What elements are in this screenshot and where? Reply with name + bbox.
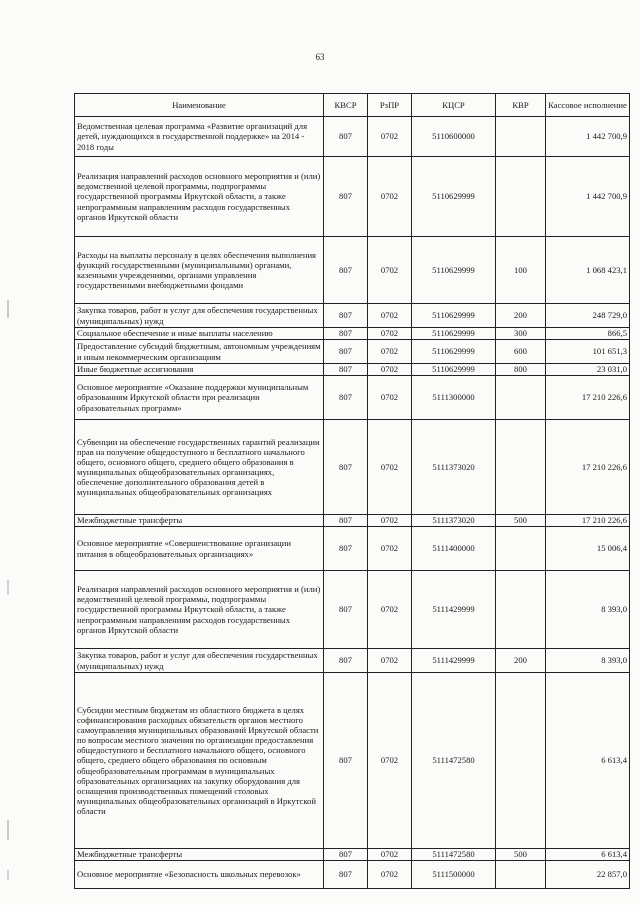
cell-kvsr: 807 bbox=[324, 304, 368, 328]
table-row bbox=[75, 376, 630, 420]
table-row bbox=[75, 340, 630, 364]
cell-kcsr: 5111472580 bbox=[412, 849, 496, 861]
cell-name: Основное мероприятие «Оказание поддержки муниципальным образованиям Иркутской области при реализации образовательных программ» bbox=[75, 376, 324, 420]
cell-kvr bbox=[496, 673, 546, 849]
table-row bbox=[75, 571, 630, 649]
cell-amount: 17 210 226,6 bbox=[546, 420, 630, 515]
header-kvr: КВР bbox=[496, 94, 546, 117]
cell-amount: 1 068 423,1 bbox=[546, 237, 630, 304]
cell-name: Основное мероприятие «Совершенствование организации питания в общеобразовательных организациях» bbox=[75, 527, 324, 571]
cell-kcsr: 5111373020 bbox=[412, 515, 496, 527]
cell-kcsr: 5111429999 bbox=[412, 649, 496, 673]
table-row bbox=[75, 849, 630, 861]
cell-kcsr: 5111500000 bbox=[412, 861, 496, 889]
cell-kvsr: 807 bbox=[324, 571, 368, 649]
cell-kvsr: 807 bbox=[324, 157, 368, 237]
cell-kcsr: 5110629999 bbox=[412, 157, 496, 237]
cell-kvsr: 807 bbox=[324, 515, 368, 527]
cell-name: Ведомственная целевая программа «Развитие организаций для детей, нуждающихся в государственной поддержке» на 2014 - 2018 годы bbox=[75, 117, 324, 157]
cell-kvsr: 807 bbox=[324, 527, 368, 571]
cell-amount: 6 613,4 bbox=[546, 849, 630, 861]
budget-table bbox=[74, 93, 630, 889]
cell-kvsr: 807 bbox=[324, 364, 368, 376]
cell-kvsr: 807 bbox=[324, 649, 368, 673]
cell-kvsr: 807 bbox=[324, 237, 368, 304]
header-name: Наименование bbox=[75, 94, 324, 117]
cell-name: Социальное обеспечение и иные выплаты населению bbox=[75, 328, 324, 340]
cell-name: Межбюджетные трансферты bbox=[75, 515, 324, 527]
cell-kvr: 600 bbox=[496, 340, 546, 364]
cell-rzpr: 0702 bbox=[368, 849, 412, 861]
cell-kvsr: 807 bbox=[324, 117, 368, 157]
table-row bbox=[75, 420, 630, 515]
cell-rzpr: 0702 bbox=[368, 527, 412, 571]
cell-kcsr: 5110629999 bbox=[412, 328, 496, 340]
cell-kvsr: 807 bbox=[324, 849, 368, 861]
cell-kvr: 100 bbox=[496, 237, 546, 304]
cell-kvr bbox=[496, 117, 546, 157]
cell-amount: 22 857,0 bbox=[546, 861, 630, 889]
table-body bbox=[75, 117, 630, 889]
cell-rzpr: 0702 bbox=[368, 304, 412, 328]
cell-kvsr: 807 bbox=[324, 420, 368, 515]
table-row bbox=[75, 237, 630, 304]
cell-name: Межбюджетные трансферты bbox=[75, 849, 324, 861]
cell-kvr: 800 bbox=[496, 364, 546, 376]
cell-kcsr: 5110629999 bbox=[412, 340, 496, 364]
cell-rzpr: 0702 bbox=[368, 861, 412, 889]
cell-kcsr: 5110629999 bbox=[412, 237, 496, 304]
cell-kcsr: 5110629999 bbox=[412, 304, 496, 328]
cell-kvr: 200 bbox=[496, 649, 546, 673]
table-row bbox=[75, 328, 630, 340]
table-row bbox=[75, 649, 630, 673]
cell-kvr: 300 bbox=[496, 328, 546, 340]
cell-kcsr: 5111300000 bbox=[412, 376, 496, 420]
cell-amount: 8 393,0 bbox=[546, 571, 630, 649]
cell-amount: 248 729,0 bbox=[546, 304, 630, 328]
cell-rzpr: 0702 bbox=[368, 376, 412, 420]
table-row bbox=[75, 515, 630, 527]
table-header-row bbox=[75, 94, 630, 117]
cell-name: Предоставление субсидий бюджетным, автономным учреждениям и иным некоммерческим организациям bbox=[75, 340, 324, 364]
table-row bbox=[75, 527, 630, 571]
cell-kcsr: 5111373020 bbox=[412, 420, 496, 515]
cell-kvr bbox=[496, 376, 546, 420]
table-row bbox=[75, 157, 630, 237]
cell-amount: 15 006,4 bbox=[546, 527, 630, 571]
table-row bbox=[75, 117, 630, 157]
cell-kvsr: 807 bbox=[324, 340, 368, 364]
cell-kvsr: 807 bbox=[324, 861, 368, 889]
cell-rzpr: 0702 bbox=[368, 117, 412, 157]
cell-kvr bbox=[496, 571, 546, 649]
cell-amount: 1 442 700,9 bbox=[546, 157, 630, 237]
cell-kcsr: 5111400000 bbox=[412, 527, 496, 571]
cell-name: Основное мероприятие «Безопасность школьных перевозок» bbox=[75, 861, 324, 889]
cell-rzpr: 0702 bbox=[368, 673, 412, 849]
cell-name: Субсидии местным бюджетам из областного бюджета в целях софинансирования расходных обязательств органов местного самоуправления муниципальных образований Иркутской области по вопросам местного значения по организации предоставления общедоступного и бесплатного начального общего, основного общего, среднего общего образования по основным общеобразовательным программам в муниципальных образовательных организациях на закупку оборудования для оснащения производственных помещений столовых муниципальных общеобразовательных организаций в Иркутской области bbox=[75, 673, 324, 849]
cell-kcsr: 5110600000 bbox=[412, 117, 496, 157]
page-number: 63 bbox=[315, 52, 325, 62]
cell-rzpr: 0702 bbox=[368, 364, 412, 376]
cell-amount: 8 393,0 bbox=[546, 649, 630, 673]
cell-kcsr: 5111429999 bbox=[412, 571, 496, 649]
cell-kvsr: 807 bbox=[324, 673, 368, 849]
cell-amount: 17 210 226,6 bbox=[546, 376, 630, 420]
cell-kvr bbox=[496, 861, 546, 889]
cell-name: Закупка товаров, работ и услуг для обеспечения государственных (муниципальных) нужд bbox=[75, 304, 324, 328]
table-row bbox=[75, 364, 630, 376]
cell-amount: 23 031,0 bbox=[546, 364, 630, 376]
cell-name: Субвенции на обеспечение государственных гарантий реализации прав на получение общедоступного и бесплатного начального общего, основного общего, среднего общего образования в муниципальных общеобразовательных организациях, обеспечение дополнительного образования детей в муниципальных общеобразовательных организациях bbox=[75, 420, 324, 515]
header-amount: Кассовое исполнение bbox=[546, 94, 630, 117]
cell-amount: 6 613,4 bbox=[546, 673, 630, 849]
cell-amount: 1 442 700,9 bbox=[546, 117, 630, 157]
cell-rzpr: 0702 bbox=[368, 420, 412, 515]
cell-kvr bbox=[496, 527, 546, 571]
cell-rzpr: 0702 bbox=[368, 340, 412, 364]
cell-name: Закупка товаров, работ и услуг для обеспечения государственных (муниципальных) нужд bbox=[75, 649, 324, 673]
cell-kvr: 500 bbox=[496, 849, 546, 861]
cell-rzpr: 0702 bbox=[368, 515, 412, 527]
cell-kvsr: 807 bbox=[324, 376, 368, 420]
header-rzpr: РзПР bbox=[368, 94, 412, 117]
cell-rzpr: 0702 bbox=[368, 649, 412, 673]
cell-kvr: 200 bbox=[496, 304, 546, 328]
cell-name: Иные бюджетные ассигнования bbox=[75, 364, 324, 376]
cell-kcsr: 5111472580 bbox=[412, 673, 496, 849]
cell-rzpr: 0702 bbox=[368, 157, 412, 237]
header-kcsr: КЦСР bbox=[412, 94, 496, 117]
cell-kcsr: 5110629999 bbox=[412, 364, 496, 376]
cell-kvr: 500 bbox=[496, 515, 546, 527]
cell-name: Реализация направлений расходов основного мероприятия и (или) ведомственной целевой программы, подпрограммы государственной программы Иркутской области, а также непрограммным направлениям расходов государственных органов Иркутской области bbox=[75, 157, 324, 237]
cell-kvsr: 807 bbox=[324, 328, 368, 340]
cell-amount: 866,5 bbox=[546, 328, 630, 340]
cell-rzpr: 0702 bbox=[368, 328, 412, 340]
cell-name: Реализация направлений расходов основного мероприятия и (или) ведомственной целевой программы, подпрограммы государственной программы Иркутской области, а также непрограммным направлениям расходов государственных органов Иркутской области bbox=[75, 571, 324, 649]
header-kvsr: КВСР bbox=[324, 94, 368, 117]
cell-kvr bbox=[496, 420, 546, 515]
cell-amount: 101 651,3 bbox=[546, 340, 630, 364]
cell-name: Расходы на выплаты персоналу в целях обеспечения выполнения функций государственными (муниципальными) органами, казенными учреждениями, органами управления государственными внебюджетными фондами bbox=[75, 237, 324, 304]
table-row bbox=[75, 673, 630, 849]
table-row bbox=[75, 304, 630, 328]
table-row bbox=[75, 861, 630, 889]
cell-amount: 17 210 226,6 bbox=[546, 515, 630, 527]
cell-rzpr: 0702 bbox=[368, 237, 412, 304]
cell-rzpr: 0702 bbox=[368, 571, 412, 649]
cell-kvr bbox=[496, 157, 546, 237]
